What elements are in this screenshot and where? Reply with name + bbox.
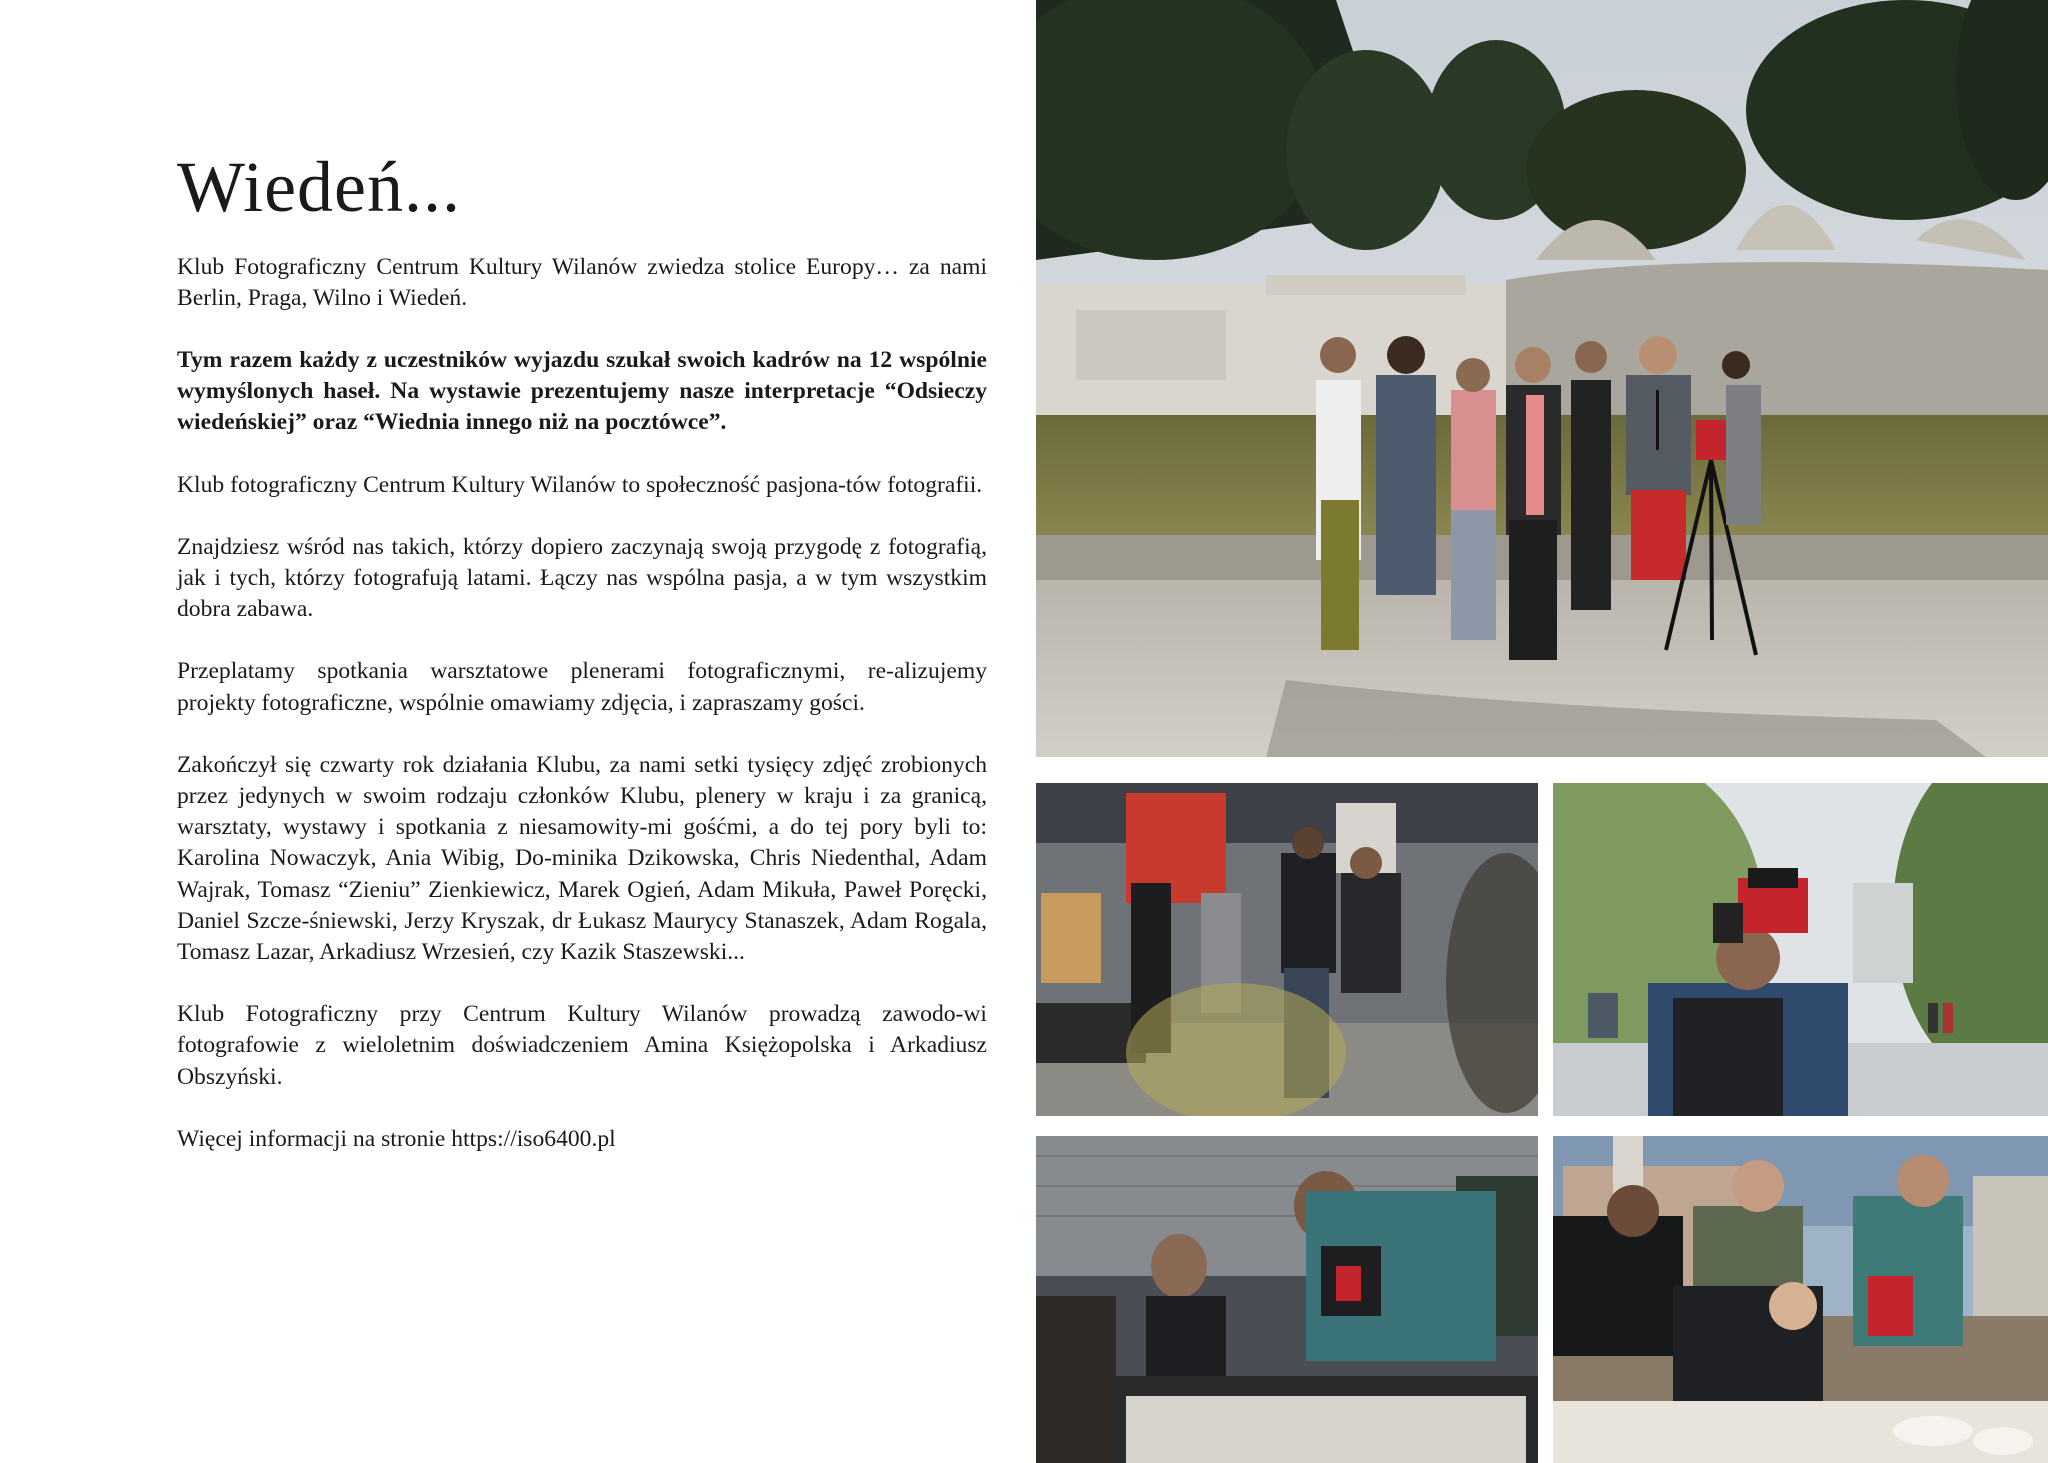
photo-market — [1036, 783, 1538, 1116]
guests-paragraph: Zakończył się czwarty rok działania Klubu, za nami setki tysięcy zdjęć zrobionych przez jedynych w swoim rodzaju członków Klubu, plenery w kraju i za granicą, warsztaty, wystawy i spotkania z niesamowity-mi gośćmi, a do tej pory byli to: Karolina Nowaczyk, Ania Wibig, Do-minika Dzikowska, Chris Niedenthal, Adam Wajrak, Tomasz “Zieniu” Zienkiewicz, Marek Ogień, Adam Mikuła, Paweł Poręcki, Daniel Szcze-śniewski, Jerzy Kryszak, dr Łukasz Maurycy Stanaszek, Adam Rogala, Tomasz Lazar, Arkadiusz Wrzesień, czy Kazik Staszewski... — [177, 751, 987, 966]
photo-group-fountain — [1036, 0, 2048, 757]
page-title: Wiedeń... — [177, 147, 461, 227]
intro-paragraph: Klub Fotograficzny Centrum Kultury Wilanów zwiedza stolice Europy… za nami Berlin, Praga, Wilno i Wiedeń. — [177, 253, 987, 311]
photo-alley — [1553, 783, 2048, 1116]
photo-cafe-table — [1553, 1136, 2048, 1463]
info-paragraph: Więcej informacji na stronie https://iso6400.pl — [177, 1125, 616, 1152]
club-paragraph: Klub fotograficzny Centrum Kultury Wilanów to społeczność pasjona-tów fotografii. — [177, 471, 983, 498]
members-paragraph: Znajdziesz wśród nas takich, którzy dopiero zaczynają swoją przygodę z fotografią, jak i tych, którzy fotografują latami. Łączy nas wspólna pasja, a w tym wszystkim dobra zabawa. — [177, 533, 987, 623]
leaders-paragraph: Klub Fotograficzny przy Centrum Kultury Wilanów prowadzą zawodo-wi fotografowie z wieloletnim doświadczeniem Amina Księżopolska i Arkadiusz Obszyński. — [177, 1001, 987, 1090]
lead-paragraph: Tym razem każdy z uczestników wyjazdu szukał swoich kadrów na 12 wspólnie wymyślonych haseł. Na wystawie prezentujemy nasze interpretacje “Odsieczy wiedeńskiej” oraz “Wiednia innego niż na pocztówce”. — [177, 347, 987, 436]
text-column — [177, 147, 987, 1186]
photo-cafe-terrace — [1036, 1136, 1538, 1463]
activities-paragraph: Przeplatamy spotkania warsztatowe plenerami fotograficznymi, re-alizujemy projekty fotograficzne, wspólnie omawiamy zdjęcia, i zapraszamy gości. — [177, 658, 987, 716]
